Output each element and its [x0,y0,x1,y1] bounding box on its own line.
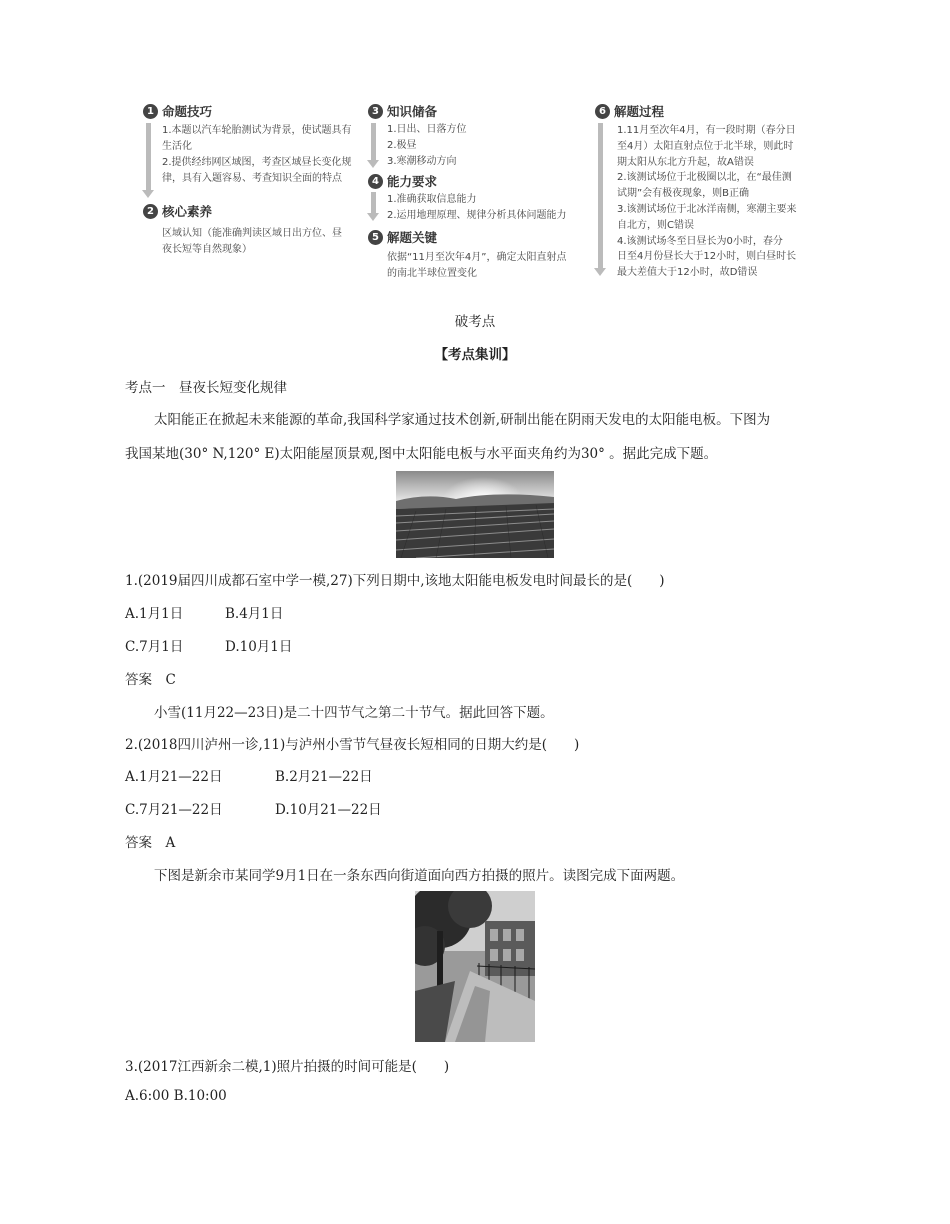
passage-text: 小雪(11月22—23日)是二十四节气之第二十节气。据此回答下题。 [154,705,554,721]
step-number-badge: 4 [368,174,383,189]
passage-text: 我国某地(30° N,120° E)太阳能屋顶景观,图中太阳能电板与水平面夹角约为30° 。据此完成下题。 [125,446,718,462]
option-c: C.7月1日 [125,639,184,655]
arrow-down-icon [598,123,603,269]
section-body-6: 1.11月至次年4月，有一段时期（春分日 至4月）太阳直射点位于北半球，则此时 期太阳从东北方升起，故A错误 2.该测试场位于北极圈以北，在“最佳测 试期”会有极夜现象，则B正确 3.该测试场位于北冰洋南侧，寒潮主要来 自北方，则C错误 4.该测试场冬至日昼长为0小时，春分 日至4月份昼长大于12小时，则白昼时长 最大差值大于12小时，故D错误 [617,125,797,279]
option-b: B.2月21—22日 [275,769,373,785]
option-b: B.4月1日 [225,606,284,622]
section-body-1: 1.本题以汽车轮胎测试为背景，使试题具有 生活化 2.提供经纬网区域图，考查区域昼长变化规 律，具有入题容易、考查知识全面的特点 [162,125,352,184]
section-title-3: 3 知识储备 [368,102,437,120]
section-title-5: 5 解题关键 [368,228,437,246]
arrow-down-icon [371,192,376,214]
step-number-badge: 6 [595,104,610,119]
section-body-5: 依据“11月至次年4月”，确定太阳直射点 的南北半球位置变化 [387,252,567,279]
street-photo [415,891,535,1042]
section-subheading: 【考点集训】 [434,347,516,363]
section-body-2: 区域认知（能准确判读区域日出方位、昼 夜长短等自然现象） [162,228,342,255]
step-number-badge: 1 [143,104,158,119]
question-1: 1.(2019届四川成都石室中学一模,27)下列日期中,该地太阳能电板发电时间最长的是( ) [125,573,665,589]
solar-panel-photo [396,471,554,558]
options-ab: A.6:00 B.10:00 [125,1088,227,1104]
answer-2: 答案 A [125,835,176,851]
option-a: A.1月1日 [125,606,184,622]
answer-1: 答案 C [125,672,176,688]
step-number-badge: 5 [368,230,383,245]
section-title-1: 1 命题技巧 [143,102,212,120]
passage-text: 太阳能正在掀起未来能源的革命,我国科学家通过技术创新,研制出能在阴雨天发电的太阳能电板。下图为 [154,412,771,428]
question-2: 2.(2018四川泸州一诊,11)与泸州小雪节气昼夜长短相同的日期大约是( ) [125,737,580,753]
section-heading: 破考点 [454,314,496,330]
step-number-badge: 3 [368,104,383,119]
option-d: D.10月1日 [225,639,293,655]
section-title-2: 2 核心素养 [143,202,212,220]
section-body-3: 1.日出、日落方位 2.极昼 3.寒潮移动方向 [387,124,467,167]
section-body-4: 1.准确获取信息能力 2.运用地理原理、规律分析具体问题能力 [387,194,567,221]
section-title-4: 4 能力要求 [368,172,437,190]
passage-text: 下图是新余市某同学9月1日在一条东西向街道面向西方拍摄的照片。读图完成下面两题。 [154,868,685,884]
option-d: D.10月21—22日 [275,802,382,818]
topic-label: 考点一 昼夜长短变化规律 [125,380,287,396]
question-3: 3.(2017江西新余二模,1)照片拍摄的时间可能是( ) [125,1059,450,1075]
arrow-down-icon [371,123,376,161]
option-a: A.1月21—22日 [125,769,223,785]
section-title-6: 6 解题过程 [595,102,664,120]
arrow-down-icon [146,123,151,191]
option-c: C.7月21—22日 [125,802,223,818]
step-number-badge: 2 [143,204,158,219]
